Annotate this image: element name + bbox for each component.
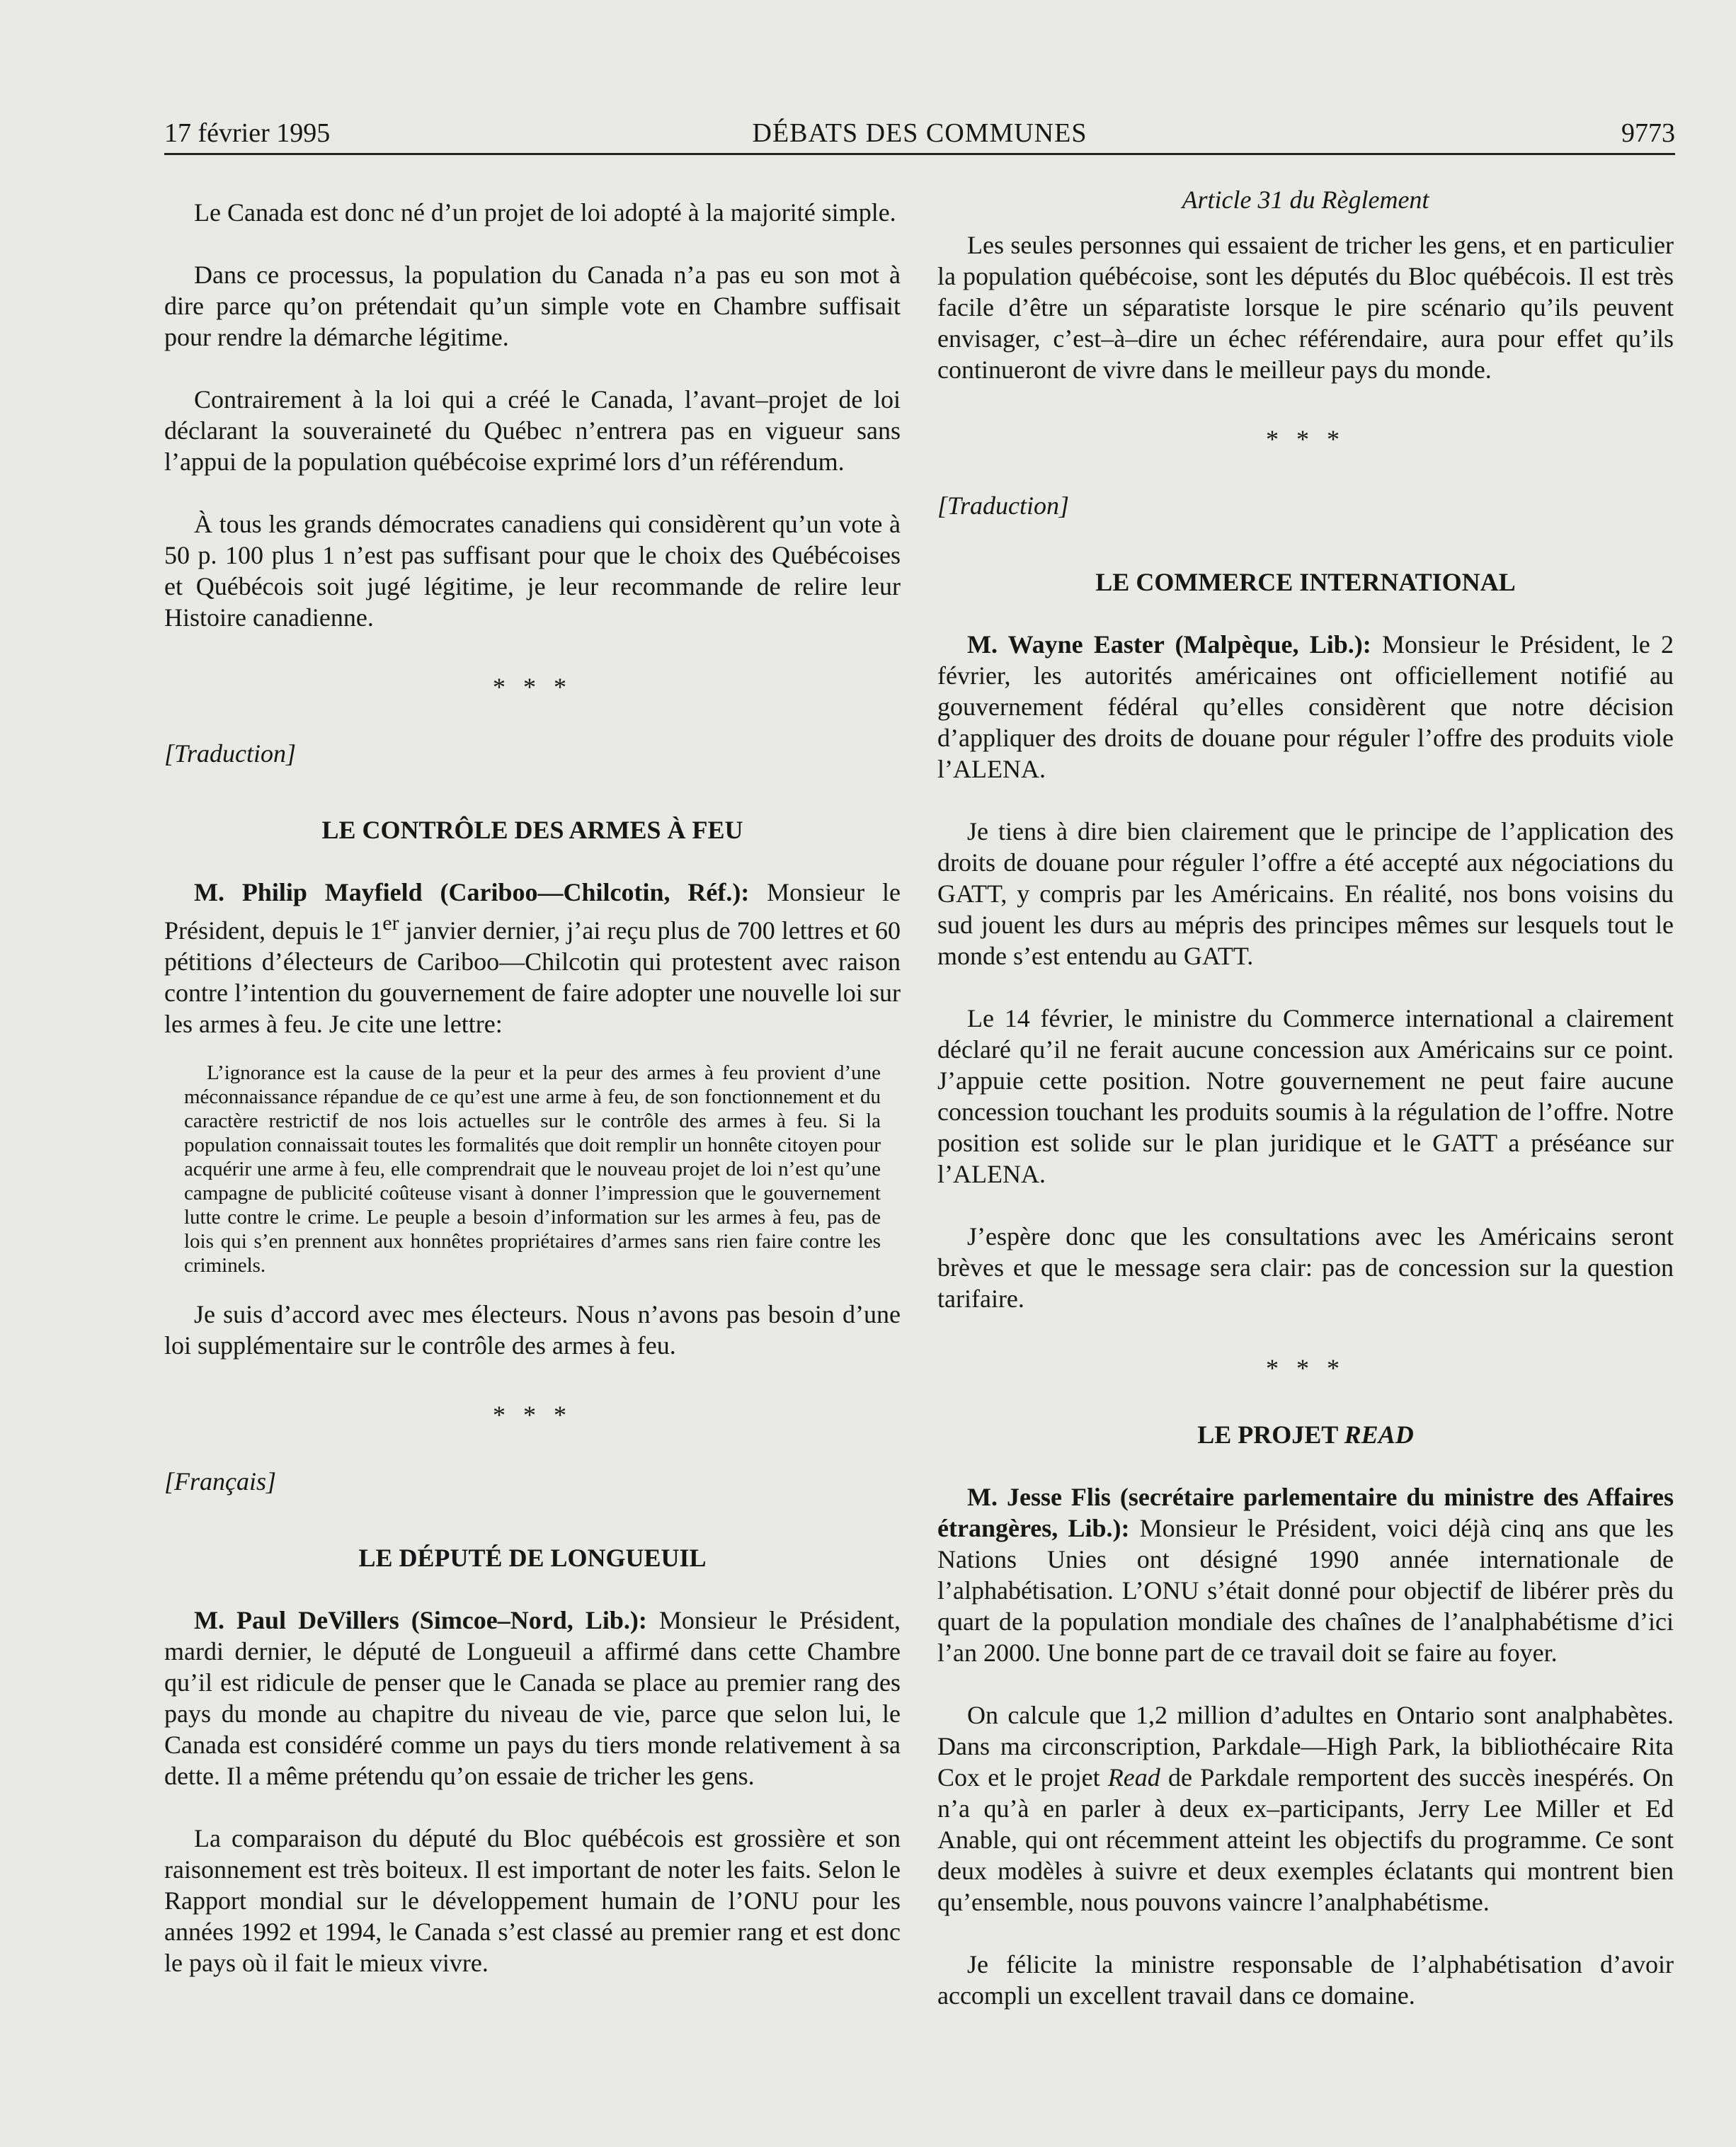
quote-text: L’ignorance est la cause de la peur et la peur des armes à feu provient d’une méconnaissance répandue de ce qu’est une arme à feu, de son fonctionnement et du caractère restrictif de nos lois actuelles sur le contrôle des armes à feu. Si la population connaissait toutes les formalités que doit remplir un honnête citoyen pour acquérir une arme à feu, elle comprendrait que le nouveau projet de loi n’est qu’une campagne de publicité coûteuse visant à donner l’impression que le gouvernement lutte contre le crime. Le peuple a besoin d’information sur les armes à feu, pas de lois qui s’en prennent aux honnêtes propriétaires d’armes sans rien faire contre les criminels. xyxy=(184,1061,881,1277)
heading-italic-text: READ xyxy=(1344,1420,1414,1449)
statement-text: Monsieur le Président, voici déjà cinq ans que les Nations Unies ont désigné 1990 année internationale de l’alphabétisation. L’ONU s’était donné pour objectif de libérer près du quart de la population mondiale des chaînes de l’analphabétisme d’ici l’an 2000. Une bonne part de ce travail doit se faire au foyer. xyxy=(937,1514,1674,1667)
paragraph: Le Canada est donc né d’un projet de loi adopté à la majorité simple. xyxy=(194,198,896,227)
speaker-name: M. Philip Mayfield (Cariboo—Chilcotin, Réf.): xyxy=(194,878,750,906)
paragraph-text: de Parkdale remportent des succès inespérés. On n’a qu’à en parler à deux ex–participants, Jerry Lee Miller et Ed Anable, qui ont récemment atteint les objectifs du programme. Ce sont deux modèles à suivre et deux exemples éclatants qui montrent bien qu’ensemble, nous pouvons vaincre l’analphabétisme. xyxy=(937,1763,1674,1916)
translation-tag: [Traduction] xyxy=(164,739,297,768)
statement-paragraph xyxy=(937,629,1674,785)
translation-tag: [Traduction] xyxy=(937,491,1070,520)
section-separator: * * * xyxy=(1266,1354,1345,1382)
speaker-name: M. Wayne Easter (Malpèque, Lib.): xyxy=(967,630,1371,659)
statement-text: Monsieur le Président, mardi dernier, le député de Longueuil a affirmé dans cette Chambre qu’il est ridicule de penser que le Canada se place au premier rang des pays du monde au chapitre du niveau de vie, parce que selon lui, le Canada est considéré comme un pays du tiers monde relativement à sa dette. Il a même prétendu qu’on essaie de tricher les gens. xyxy=(164,1606,901,1790)
statement-text: Monsieur le Président, le 2 février, les autorités américaines ont officiellement notifié au gouvernement fédéral qu’elles considèrent que notre décision d’appliquer des droits de douane pour réguler l’offre des produits viole l’ALENA. xyxy=(937,630,1674,783)
superscript: er xyxy=(382,911,399,935)
right-column xyxy=(937,184,1674,2011)
standing-order-label: Article 31 du Règlement xyxy=(1182,186,1429,214)
section-separator: * * * xyxy=(493,673,572,701)
section-heading: LE CONTRÔLE DES ARMES À FEU xyxy=(321,816,743,844)
italic-text: Read xyxy=(1107,1763,1160,1792)
paragraph: Les seules personnes qui essaient de tricher les gens, et en particulier la population québécoise, sont les députés du Bloc québécois. Il est très facile d’être un séparatiste lorsque le pire scénario qu’ils peuvent envisager, c’est–à–dire un échec référendaire, aura pour effet qu’ils continueront de vivre dans le meilleur pays du monde. xyxy=(937,231,1674,384)
section-heading: LE COMMERCE INTERNATIONAL xyxy=(1095,568,1516,596)
statement-paragraph xyxy=(164,877,901,1040)
section-heading: LE DÉPUTÉ DE LONGUEUIL xyxy=(358,1544,707,1572)
header-date: 17 février 1995 xyxy=(164,118,331,148)
paragraph: La comparaison du député du Bloc québécois est grossière et son raisonnement est très boiteux. Il est important de noter les faits. Selon le Rapport mondial sur le développement humain de l’ONU pour les années 1992 et 1994, le Canada s’est classé au premier rang et est donc le pays où il fait le mieux vivre. xyxy=(164,1824,901,1977)
statement-text: janvier dernier, j’ai reçu plus de 700 lettres et 60 pétitions d’électeurs de Cariboo—Chilcotin qui protestent avec raison contre l’intention du gouvernement de faire adopter une nouvelle loi sur les armes à feu. Je cite une lettre: xyxy=(164,916,901,1038)
statement-text: Monsieur le Président, depuis le 1 xyxy=(164,878,901,945)
speaker-name: M. Paul DeVillers (Simcoe–Nord, Lib.): xyxy=(194,1606,647,1634)
page-header xyxy=(164,112,1675,155)
section-heading xyxy=(937,1419,1674,1450)
paragraph-text: On calcule que 1,2 million d’adultes en Ontario sont analphabètes. Dans ma circonscription, Parkdale—High Park, la bibliothécaire Rita Cox et le projet xyxy=(937,1701,1674,1792)
section-separator: * * * xyxy=(1266,425,1345,453)
paragraph: Contrairement à la loi qui a créé le Canada, l’avant–projet de loi déclarant la souveraineté du Québec n’entrera pas en vigueur sans l’appui de la population québécoise exprimé lors d’un référendum. xyxy=(164,385,901,476)
paragraph: À tous les grands démocrates canadiens qui considèrent qu’un vote à 50 p. 100 plus 1 n’est pas suffisant pour que le choix des Québécoises et Québécois soit jugé légitime, je leur recommande de relire leur Histoire canadienne. xyxy=(164,510,901,632)
paragraph: Je suis d’accord avec mes électeurs. Nous n’avons pas besoin d’une loi supplémentaire sur le contrôle des armes à feu. xyxy=(164,1300,901,1360)
speaker-name: M. Jesse Flis (secrétaire parlementaire du ministre des Affaires étrangères, Lib.): xyxy=(937,1483,1674,1542)
left-column xyxy=(164,197,901,1978)
paragraph: Dans ce processus, la population du Canada n’a pas eu son mot à dire parce qu’on prétendait qu’un simple vote en Chambre suffisait pour rendre la démarche légitime. xyxy=(164,261,901,351)
paragraph: J’espère donc que les consultations avec les Américains seront brèves et que le message sera clair: pas de concession sur la question tarifaire. xyxy=(937,1222,1674,1313)
header-page-number: 9773 xyxy=(1621,118,1675,148)
header-title: DÉBATS DES COMMUNES xyxy=(752,118,1087,148)
statement-paragraph xyxy=(164,1605,901,1792)
section-separator: * * * xyxy=(493,1401,572,1429)
statement-paragraph xyxy=(937,1481,1674,1668)
paragraph: Je félicite la ministre responsable de l’alphabétisation d’avoir accompli un excellent travail dans ce domaine. xyxy=(937,1950,1674,2010)
quoted-letter xyxy=(184,1061,881,1277)
translation-tag: [Français] xyxy=(164,1467,277,1496)
paragraph xyxy=(937,1699,1674,1918)
paragraph: Je tiens à dire bien clairement que le principe de l’application des droits de douane pour réguler l’offre a été accepté aux négociations du GATT, y compris par les Américains. En réalité, nos bons voisins du sud jouent les durs au mépris des principes mêmes sur lesquels tout le monde s’est entendu au GATT. xyxy=(937,817,1674,970)
paragraph: Le 14 février, le ministre du Commerce international a clairement déclaré qu’il ne ferait aucune concession aux Américains sur ce point. J’appuie cette position. Notre gouvernement ne peut faire aucune concession touchant les produits soumis à la régulation de l’offre. Notre position est solide sur le plan juridique et le GATT a préséance sur l’ALENA. xyxy=(937,1004,1674,1188)
heading-text: LE PROJET xyxy=(1197,1420,1344,1449)
